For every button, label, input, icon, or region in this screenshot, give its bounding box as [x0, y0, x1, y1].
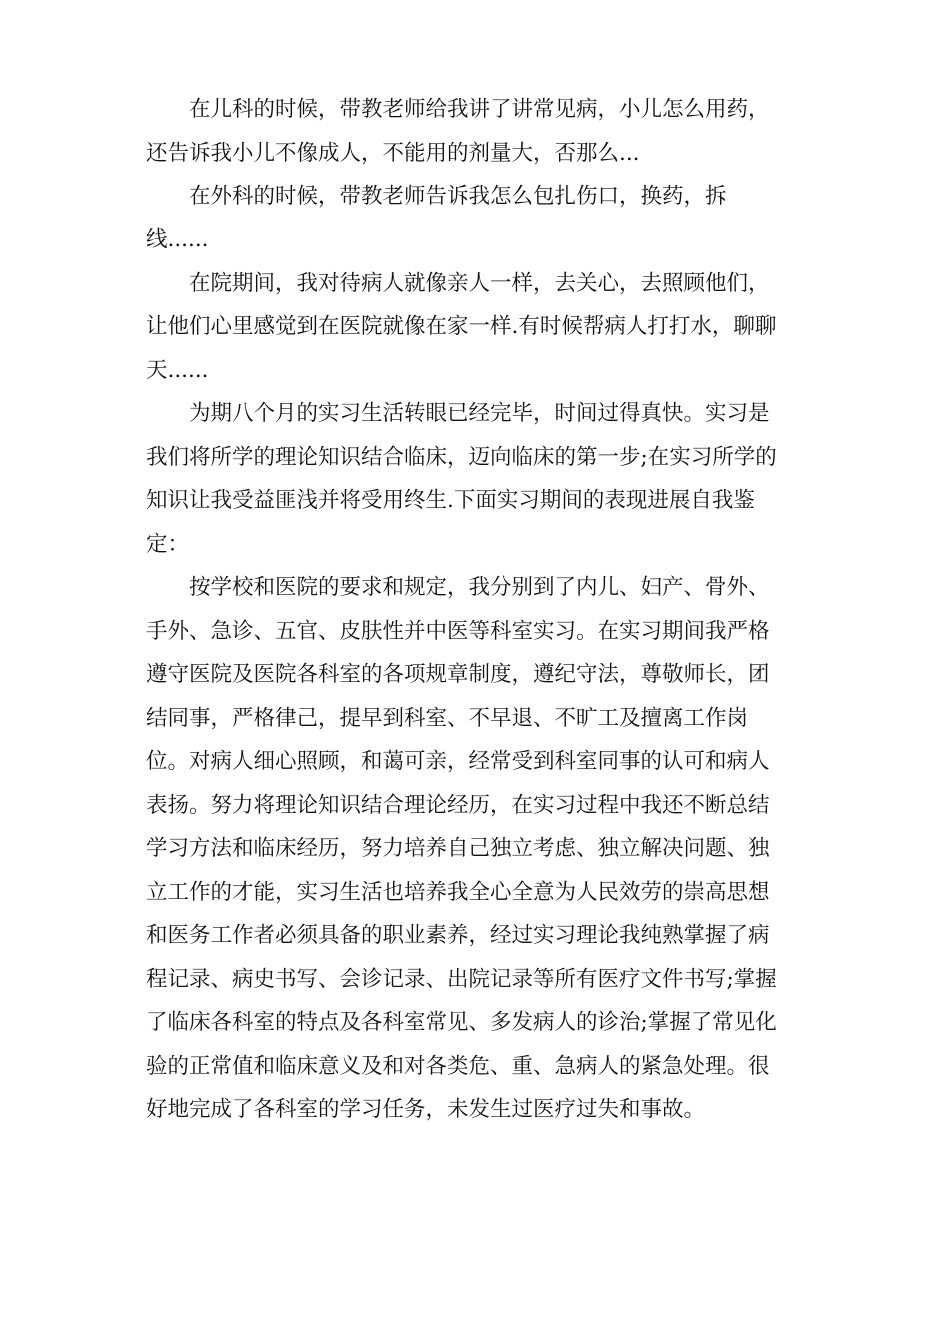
text-line: 和医务工作者必须具备的职业素养，经过实习理论我纯熟掌握了病	[146, 923, 770, 948]
text-line: 在儿科的时候，带教老师给我讲了讲常见病，小儿怎么用药，	[146, 97, 770, 122]
text-line: 遵守医院及医院各科室的各项规章制度，遵纪守法，尊敬师长，团	[146, 662, 770, 687]
text-line: 线......	[146, 227, 209, 252]
text-line: 让他们心里感觉到在医院就像在家一样.有时候帮病人打打水，聊聊	[146, 314, 777, 339]
text-line: 验的正常值和临床意义及和对各类危、重、急病人的紧急处理。很	[146, 1054, 770, 1079]
text-line: 位。对病人细心照顾，和蔼可亲，经常受到科室同事的认可和病人	[146, 749, 770, 774]
text-line: 知识让我受益匪浅并将受用终生.下面实习期间的表现进展自我鉴	[146, 488, 755, 513]
text-line: 在院期间，我对待病人就像亲人一样，去关心，去照顾他们，	[146, 271, 770, 296]
text-line: 了临床各科室的特点及各科室常见、多发病人的诊治;掌握了常见化	[146, 1010, 777, 1035]
text-line: 按学校和医院的要求和规定，我分别到了内儿、妇产、骨外、	[146, 575, 770, 600]
text-line: 还告诉我小儿不像成人，不能用的剂量大，否那么...	[146, 141, 640, 166]
text-line: 结同事，严格律己，提早到科室、不早退、不旷工及擅离工作岗	[146, 706, 749, 731]
text-line: 定：	[146, 532, 190, 557]
text-line: 我们将所学的理论知识结合临床，迈向临床的第一步;在实习所学的	[146, 445, 777, 470]
text-line: 表扬。努力将理论知识结合理论经历，在实习过程中我还不断总结	[146, 793, 770, 818]
text-line: 立工作的才能，实习生活也培养我全心全意为人民效劳的崇高思想	[146, 880, 770, 905]
text-line: 为期八个月的实习生活转眼已经完毕，时间过得真快。实习是	[146, 401, 770, 426]
text-line: 学习方法和临床经历，努力培养自己独立考虑、独立解决问题、独	[146, 836, 770, 861]
text-line: 手外、急诊、五官、皮肤性并中医等科室实习。在实习期间我严格	[146, 619, 770, 644]
text-line: 好地完成了各科室的学习任务，未发生过医疗过失和事故。	[146, 1097, 706, 1122]
text-line: 在外科的时候，带教老师告诉我怎么包扎伤口，换药，拆	[146, 184, 727, 209]
text-line: 天......	[146, 358, 209, 383]
text-line: 程记录、病史书写、会诊记录、出院记录等所有医疗文件书写;掌握	[146, 967, 777, 992]
